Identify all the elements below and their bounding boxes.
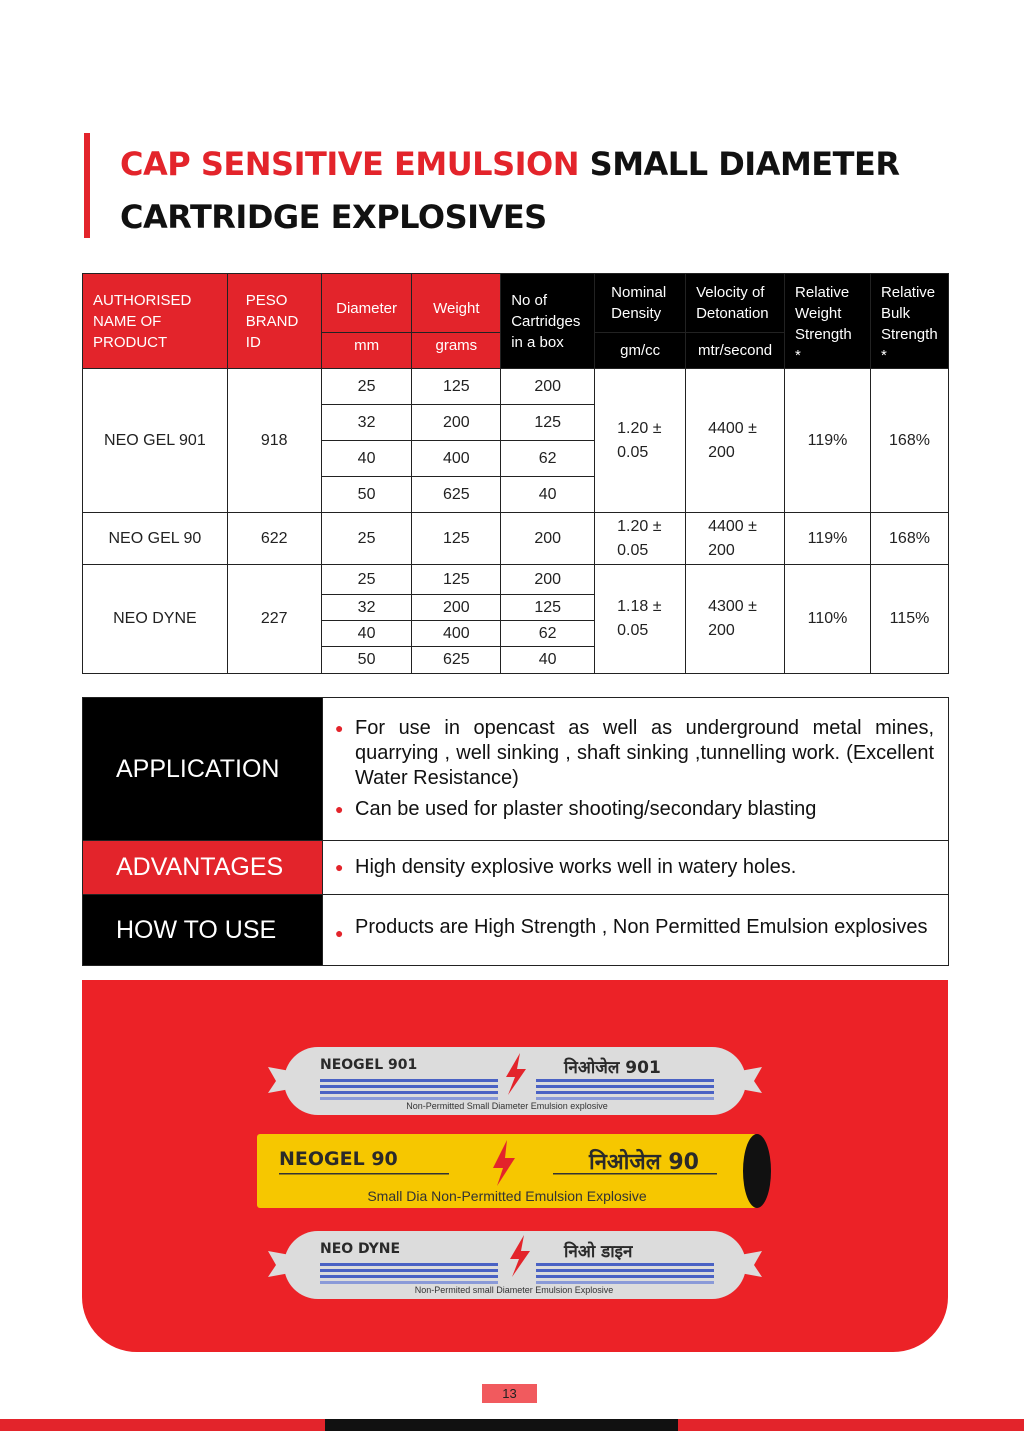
header-brand: PESO BRAND ID [227, 274, 321, 369]
weight-cell: 125 [412, 565, 501, 595]
list-item: ● For use in opencast as well as underground metal mines, quarrying , well sinking , shaft sinking ,tunnelling work. (Excellent Water Resistance) [335, 717, 934, 789]
cartridge-name-hi: निओजेल 90 [589, 1150, 699, 1175]
rws-cell: 119% [785, 513, 871, 565]
diameter-cell: 50 [321, 477, 412, 513]
header-velocity: Velocity of Detonation [686, 274, 785, 333]
table-row [83, 369, 949, 405]
header-density: Nominal Density [595, 274, 686, 333]
header-rws: Relative Weight Strength * [785, 274, 871, 369]
title-accent-bar [84, 133, 90, 238]
diameter-cell: 50 [321, 647, 412, 674]
footer-bar-middle [325, 1419, 678, 1431]
how-to-use-label: HOW TO USE [83, 895, 323, 966]
table-row [83, 565, 949, 595]
info-table [82, 697, 949, 966]
header-velocity-unit: mtr/second [686, 333, 785, 369]
cartridges-cell: 125 [501, 405, 595, 441]
cartridges-cell: 200 [501, 513, 595, 565]
cartridge-subtitle: Small Dia Non-Permitted Emulsion Explosive [367, 1188, 647, 1204]
advantages-label: ADVANTAGES [83, 841, 323, 895]
title-black-part: SMALL DIAMETER [589, 145, 900, 183]
diameter-cell: 25 [321, 513, 412, 565]
bullet-icon: ● [335, 924, 344, 941]
diameter-cell: 32 [321, 595, 412, 621]
diameter-cell: 40 [321, 441, 412, 477]
how-to-use-body [323, 895, 949, 966]
diameter-cell: 32 [321, 405, 412, 441]
weight-cell: 625 [412, 477, 501, 513]
header-weight-unit: grams [412, 333, 501, 369]
product-name: NEO DYNE [83, 565, 228, 674]
cartridges-cell: 200 [501, 369, 595, 405]
velocity-cell: 4400 ± 200 [686, 369, 785, 513]
diameter-cell: 25 [321, 369, 412, 405]
cartridges-cell: 40 [501, 477, 595, 513]
advantages-body [323, 841, 949, 895]
table-row [83, 513, 949, 565]
cartridge-neogel-90 [257, 1132, 773, 1210]
weight-cell: 625 [412, 647, 501, 674]
cartridge-neo-dyne [268, 1229, 762, 1301]
weight-cell: 200 [412, 405, 501, 441]
diameter-cell: 40 [321, 621, 412, 647]
cartridges-cell: 40 [501, 647, 595, 674]
cartridge-name-hi: निओजेल 901 [564, 1058, 661, 1078]
weight-cell: 400 [412, 621, 501, 647]
cartridge-name-en: NEOGEL 901 [320, 1057, 418, 1073]
header-product: AUTHORISED NAME OF PRODUCT [83, 274, 228, 369]
rws-cell: 119% [785, 369, 871, 513]
velocity-cell: 4400 ± 200 [686, 513, 785, 565]
list-item: ● Can be used for plaster shooting/secondary blasting [335, 798, 817, 820]
bullet-icon: ● [335, 859, 344, 875]
application-label: APPLICATION [83, 698, 323, 841]
cartridges-cell: 62 [501, 441, 595, 477]
application-body [323, 698, 949, 841]
brand-id: 622 [227, 513, 321, 565]
spec-table [82, 273, 949, 674]
header-density-unit: gm/cc [595, 333, 686, 369]
weight-cell: 125 [412, 369, 501, 405]
list-item: ● High density explosive works well in watery holes. [335, 856, 797, 878]
list-item: ● Products are High Strength , Non Permitted Emulsion explosives [335, 915, 934, 946]
cartridge-name-en: NEO DYNE [320, 1241, 401, 1257]
cartridges-cell: 200 [501, 565, 595, 595]
header-rbs: Relative Bulk Strength * [870, 274, 948, 369]
brand-id: 227 [227, 565, 321, 674]
velocity-cell: 4300 ± 200 [686, 565, 785, 674]
bullet-icon: ● [335, 801, 344, 817]
weight-cell: 125 [412, 513, 501, 565]
cartridge-name-hi: निओ डाइन [564, 1242, 633, 1262]
bullet-icon: ● [335, 720, 344, 736]
cartridges-cell: 125 [501, 595, 595, 621]
rbs-cell: 115% [870, 565, 948, 674]
product-name: NEO GEL 90 [83, 513, 228, 565]
footer-bar-right [678, 1419, 1024, 1431]
cartridge-subtitle: Non-Permitted Small Diameter Emulsion explosive [406, 1101, 608, 1111]
density-cell: 1.20 ± 0.05 [595, 513, 686, 565]
rbs-cell: 168% [870, 513, 948, 565]
cartridge-neogel-901 [268, 1045, 762, 1117]
header-diameter: Diameter [321, 274, 412, 333]
product-name: NEO GEL 901 [83, 369, 228, 513]
cartridge-subtitle: Non-Permited small Diameter Emulsion Explosive [414, 1285, 614, 1295]
page-title [120, 138, 899, 244]
title-red-part: CAP SENSITIVE EMULSION [120, 145, 579, 183]
header-diameter-unit: mm [321, 333, 412, 369]
header-cartridges: No of Cartridges in a box [501, 274, 595, 369]
footer-bar-left [0, 1419, 325, 1431]
diameter-cell: 25 [321, 565, 412, 595]
cartridge-name-en: NEOGEL 90 [279, 1148, 398, 1170]
title-line2: CARTRIDGE EXPLOSIVES [120, 198, 547, 236]
weight-cell: 200 [412, 595, 501, 621]
brand-id: 918 [227, 369, 321, 513]
cartridges-cell: 62 [501, 621, 595, 647]
density-cell: 1.18 ± 0.05 [595, 565, 686, 674]
rbs-cell: 168% [870, 369, 948, 513]
rws-cell: 110% [785, 565, 871, 674]
page-number: 13 [482, 1384, 537, 1403]
header-weight: Weight [412, 274, 501, 333]
density-cell: 1.20 ± 0.05 [595, 369, 686, 513]
weight-cell: 400 [412, 441, 501, 477]
